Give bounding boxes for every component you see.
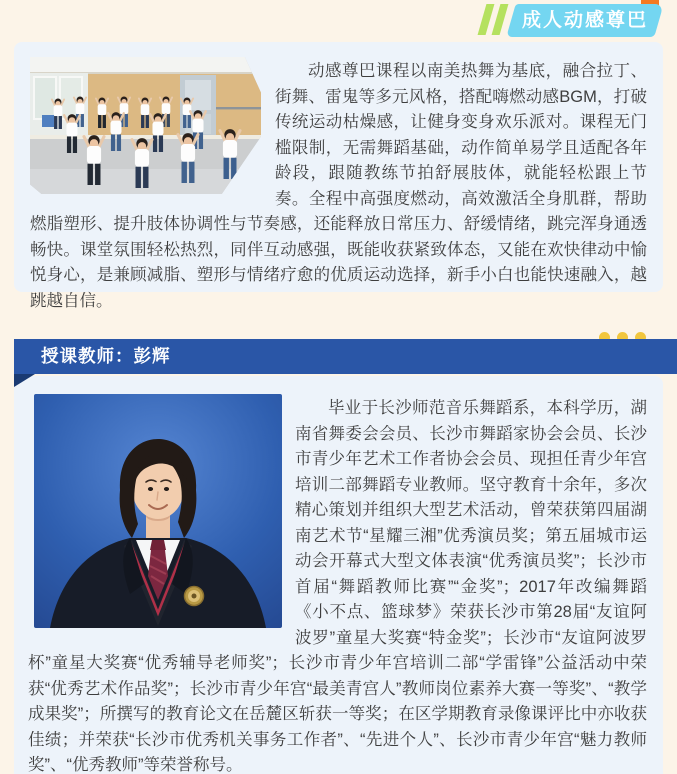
teacher-section-header: [0, 339, 677, 374]
course-title: 成人动感尊巴: [521, 10, 648, 31]
teacher-header-bar: [14, 339, 677, 374]
banner-flag: [506, 4, 663, 37]
teacher-header-title: 授课教师：彭辉: [41, 346, 171, 366]
banner-stripe-icon: [492, 4, 509, 35]
teacher-portrait-photo: [34, 394, 282, 628]
course-description: 动感尊巴课程以南美热舞为基底，融合拉丁、街舞、雷鬼等多元风格，搭配嗨燃动感BGM，打破传统运动枯燥感，让健身变身欢乐派对。课程无门槛限制，无需舞蹈基础，动作简单易学且适配各年龄段，跟随教练节拍舒展肢体，就能轻松跟上节奏。全程中高强度燃动，高效激活全身肌群，帮助燃脂塑形、提升肢体协调性与节奏感，还能释放日常压力、舒缓情绪，跳完浑身通透畅快。课堂氛围轻松热烈，同伴互动感强，既能收获紧致体态，又能在欢快律动中愉悦身心，是兼顾减脂、塑形与情绪疗愈的优质运动选择，新手小白也能快速融入，越跳越自信。: [30, 62, 647, 310]
teacher-bio-card: [14, 376, 663, 774]
teacher-bio: 毕业于长沙师范音乐舞蹈系，本科学历，湖南省舞委会会员、长沙市舞蹈家协会会员、长沙市青少年艺术工作者协会会员、现担任青少年宫培训二部舞蹈专业教师。坚守教育十余年，多次精心策划并组织大型艺术活动，曾荣获第四届湖南艺术节“星耀三湘”优秀演员奖；第五届城市运动会开幕式大型文体表演“优秀演员奖”；长沙市首届“舞蹈教师比赛”“金奖”；2017年改编舞蹈《小不点、篮球梦》荣获长沙市第28届“友谊阿波罗”童星大奖赛“特金奖”；长沙市“友谊阿波罗杯”童星大奖赛“优秀辅导老师奖”；长沙市青少年宫培训二部“学雷锋”公益活动中荣获“优秀艺术作品奖”；长沙市青少年宫“最美青宫人”教师岗位素养大赛一等奖”、“教学成果奖”；所撰写的教育论文在岳麓区斩获一等奖；在区学期教育录像课评比中亦收获佳绩；并荣获“长沙市优秀机关事务工作者”、“先进个人”、长沙市青少年宫“魅力教师奖”、“优秀教师”等荣誉称号。: [28, 399, 647, 774]
course-title-banner: [408, 0, 664, 40]
course-intro-card: [14, 42, 663, 310]
dance-class-photo: [30, 57, 261, 194]
